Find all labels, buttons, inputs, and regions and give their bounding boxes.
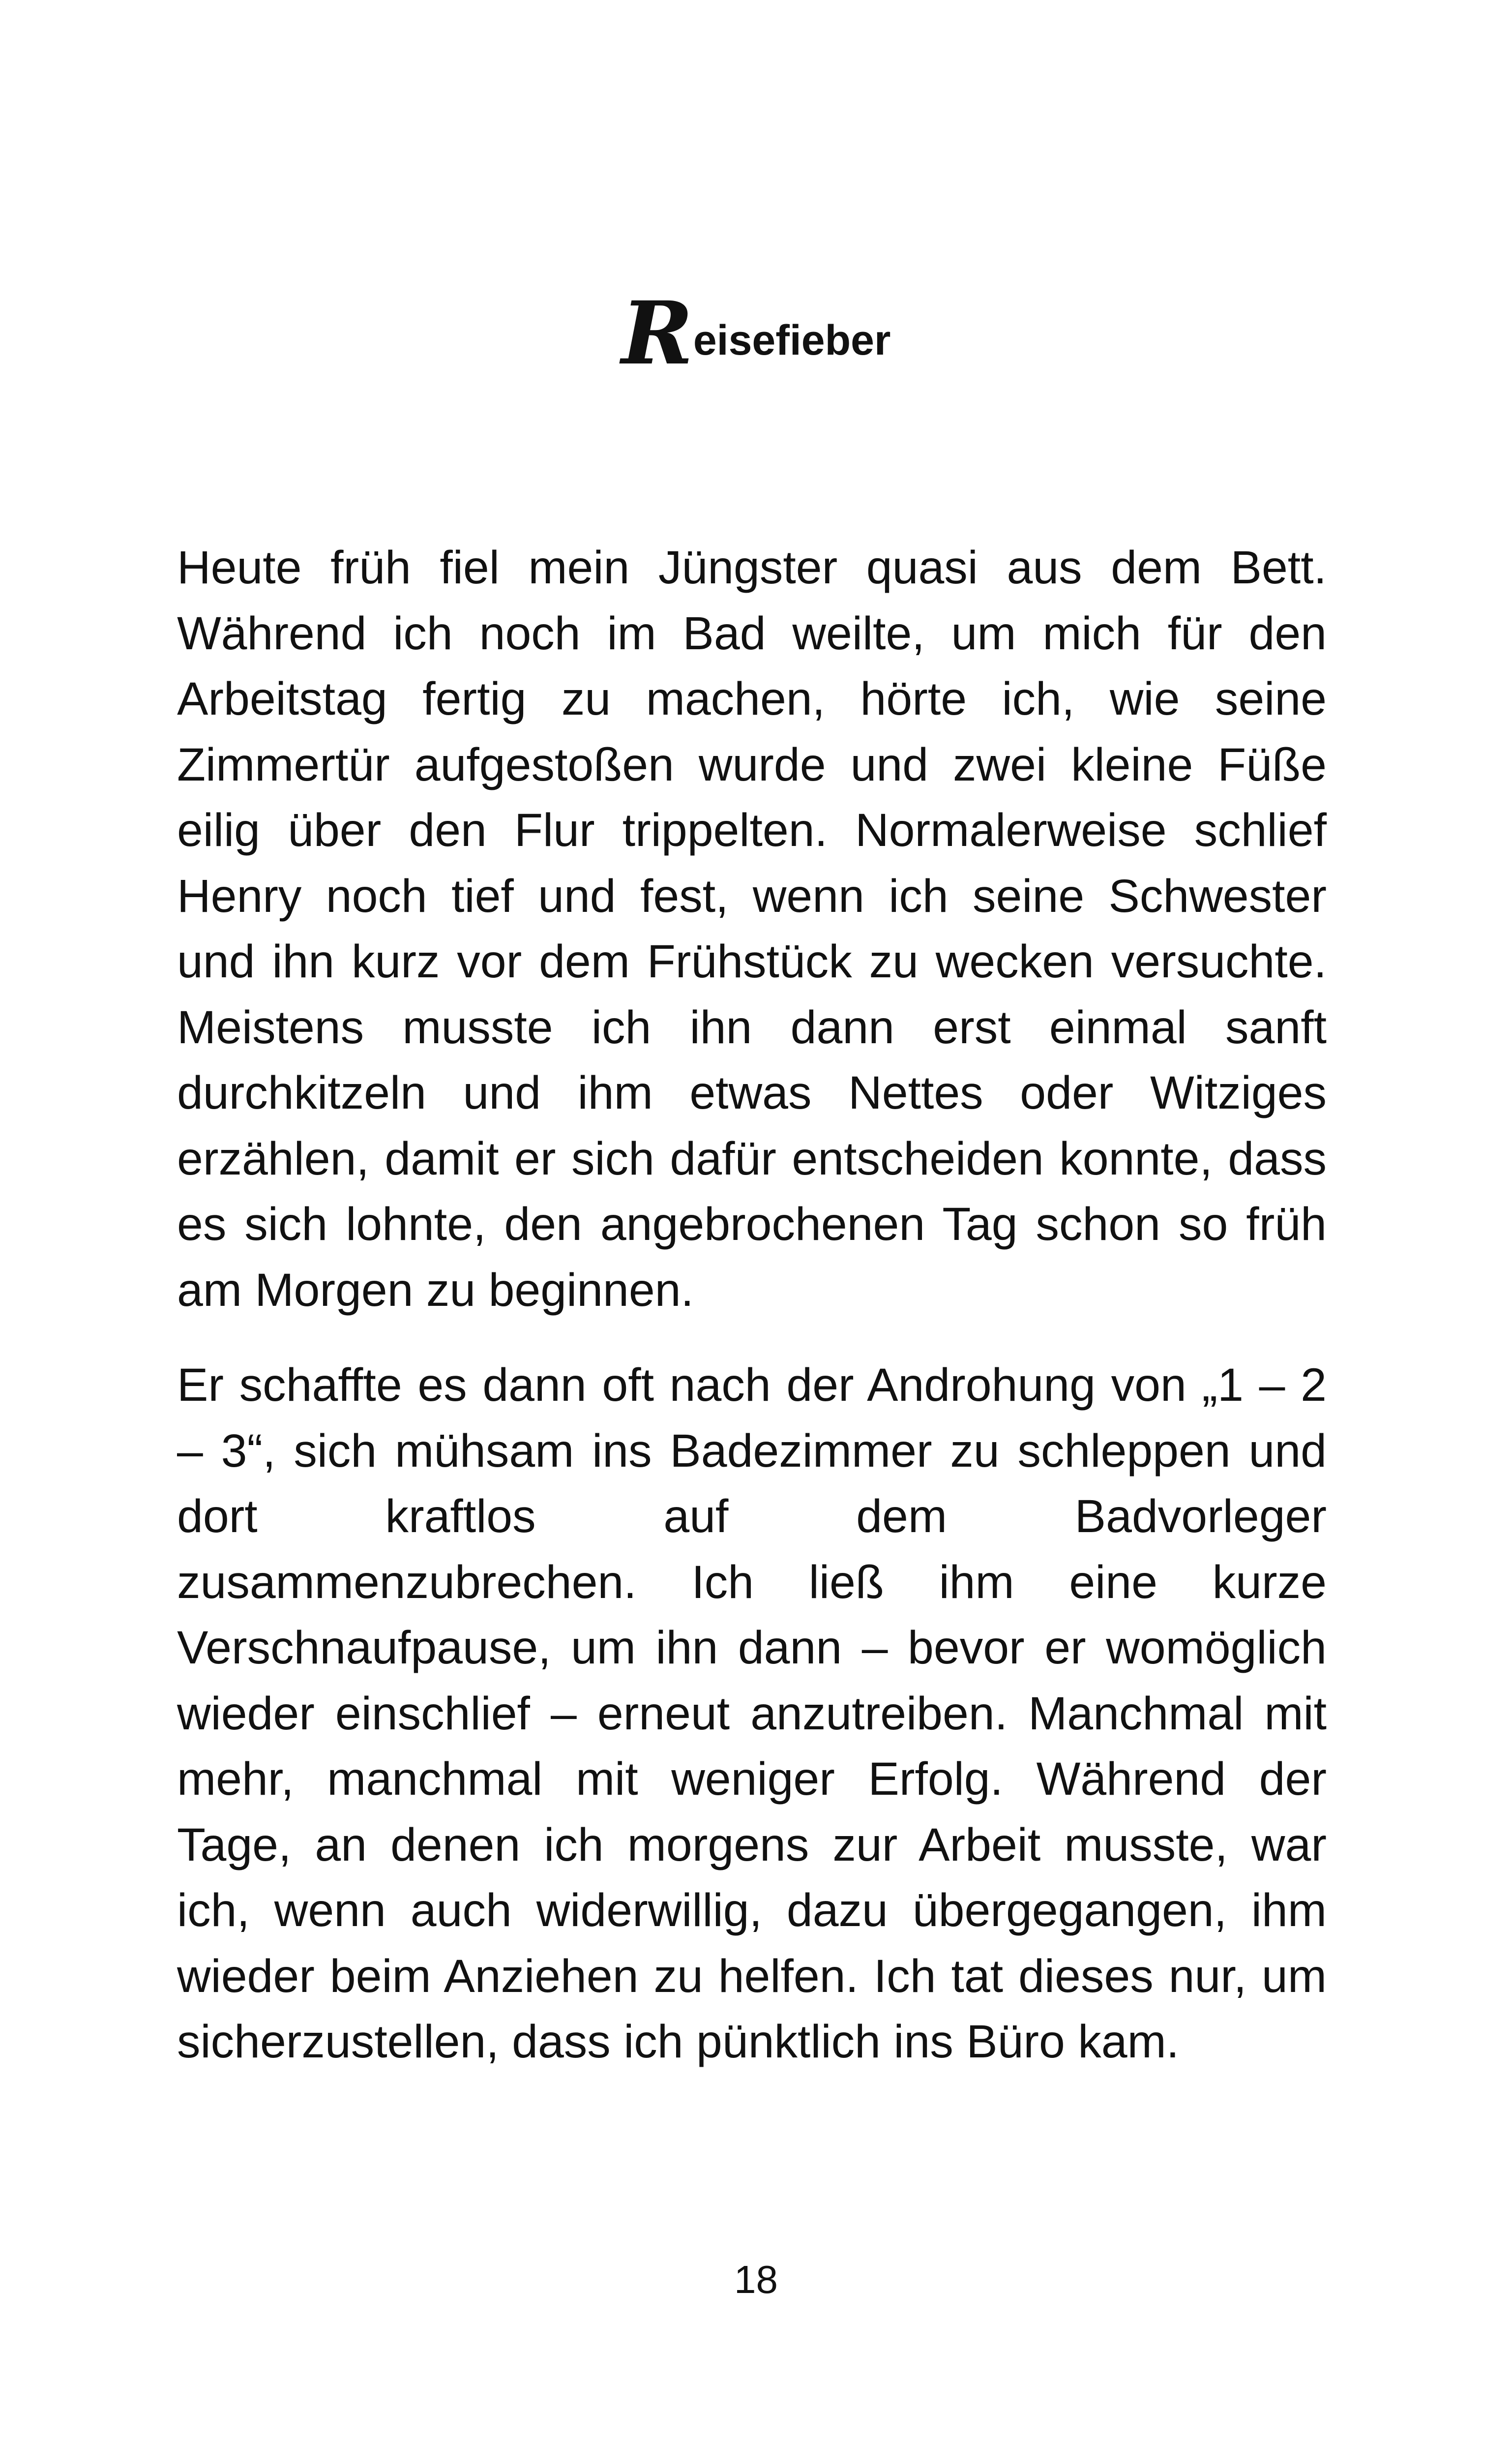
- page-number: 18: [734, 2258, 778, 2301]
- body-text: [177, 535, 1327, 2105]
- paragraph-2: Er schaffte es dann oft nach der Androhung von „1 – 2 – 3“, sich mühsam ins Badezimmer zu schleppen und dort kraftlos auf dem Badvorleger zusammenzubrechen. Ich ließ ihm eine kurze Verschnaufpause, um ihn dann – bevor er womöglich wieder einschlief – erneut anzutreiben. Manchmal mit mehr, manchmal mit weniger Erfolg. Während der Tage, an denen ich morgens zur Arbeit musste, war ich, wenn auch widerwillig, dazu übergegangen, ihm wieder beim Anziehen zu helfen. Ich tat dieses nur, um sicherzustellen, dass ich pünktlich ins Büro kam.: [177, 1359, 1327, 2068]
- decorative-initial: R: [621, 282, 693, 384]
- chapter-title: [0, 282, 1512, 384]
- paragraph-1: Heute früh fiel mein Jüngster quasi aus dem Bett. Während ich noch im Bad weilte, um mich für den Arbeitstag fertig zu machen, hörte ich, wie seine Zimmertür aufgestoßen wurde und zwei kleine Füße eilig über den Flur trippelten. Normalerweise schlief Henry noch tief und fest, wenn ich seine Schwester und ihn kurz vor dem Frühstück zu wecken versuchte. Meistens musste ich ihn dann erst einmal sanft durchkitzeln und ihm etwas Nettes oder Witziges erzählen, damit er sich dafür entscheiden konnte, dass es sich lohnte, den angebrochenen Tag schon so früh am Morgen zu beginnen.: [177, 542, 1327, 1316]
- chapter-title-rest: eisefieber: [693, 317, 891, 364]
